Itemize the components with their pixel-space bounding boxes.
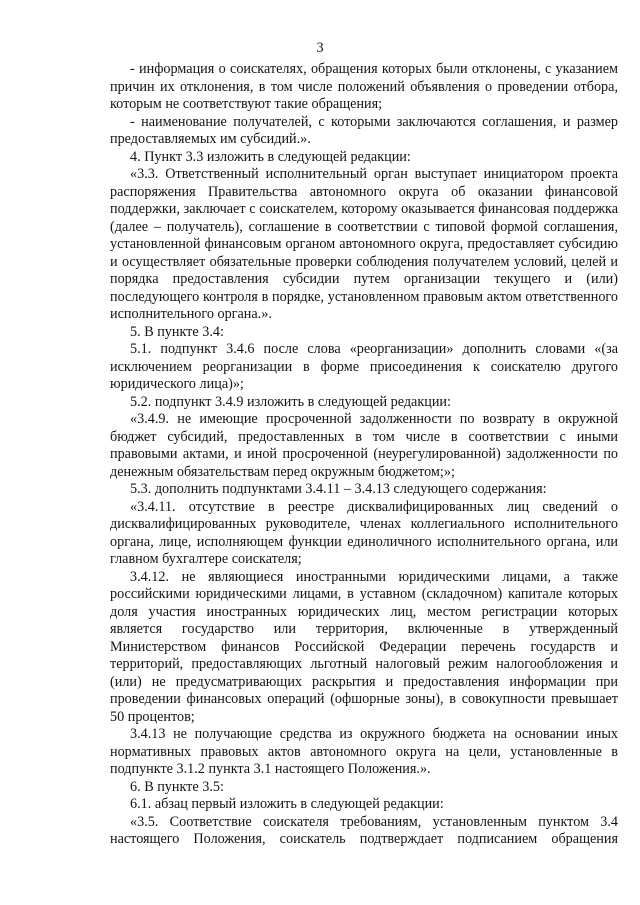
- paragraph: 6. В пункте 3.5:: [130, 778, 224, 795]
- page-number: 3: [316, 40, 324, 56]
- paragraph: «3.4.9. не имеющие просроченной задолженности по возврату в окружной бюджет субсидий, предоставленных в том числе в соответствии с иными правовыми актами, и иной просроченной (неурегулированной) задолженности по денежным обязательствам перед окружным бюджетом;»;: [110, 411, 618, 480]
- paragraph: - информация о соискателях, обращения которых были отклонены, с указанием причин их отклонения, в том числе положений объявления о проведении отбора, которым не соответствуют такие обращения;: [110, 61, 618, 112]
- paragraph: 4. Пункт 3.3 изложить в следующей редакции:: [130, 148, 411, 165]
- paragraph: «3.3. Ответственный исполнительный орган выступает инициатором проекта распоряжения Правительства автономного округа об оказании финансовой поддержки, заключает с соискателем, которому оказывается финансовая поддержка (далее – получатель), соглашение в соответствии с типовой формой соглашения, установленной финансовым органом автономного округа, предоставляет субсидию и осуществляет обязательные проверки соблюдения получателем условий, целей и порядка предоставления субсидии путем организации текущего и (или) последующего контроля в порядке, установленном правовым актом ответственного исполнительного органа.».: [110, 166, 618, 322]
- paragraph: 5.3. дополнить подпунктами 3.4.11 – 3.4.13 следующего содержания:: [130, 481, 547, 497]
- paragraph: 5.1. подпункт 3.4.6 после слова «реорганизации» дополнить словами «(за исключением реорганизации в форме присоединения к соискателю другого юридического лица)»;: [110, 341, 618, 392]
- paragraph: 5. В пункте 3.4:: [130, 323, 224, 340]
- paragraph: 6.1. абзац первый изложить в следующей редакции:: [130, 796, 444, 812]
- paragraph: 3.4.12. не являющиеся иностранными юридическими лицами, а также российскими юридическими лицами, в уставном (складочном) капитале которых доля участия иностранных юридических лиц, местом регистрации которых является государство или территория, включенные в утвержденный Министерством финансов Российской Федерации перечень государств и территорий, предоставляющих льготный налоговый режим налогообложения и (или) не предусматривающих раскрытия и предоставления информации при проведении финансовых операций (офшорные зоны), в совокупности превышает 50 процентов;: [110, 568, 618, 725]
- paragraph: 5.2. подпункт 3.4.9 изложить в следующей редакции:: [130, 393, 451, 410]
- paragraph: «3.4.11. отсутствие в реестре дисквалифицированных лиц сведений о дисквалифицированных руководителе, членах коллегиального исполнительного органа, лице, исполняющем функции единоличного исполнительного органа, или главном бухгалтере соискателя;: [110, 498, 618, 567]
- paragraph: - наименование получателей, с которыми заключаются соглашения, и размер предоставляемых им субсидий.».: [110, 113, 618, 147]
- paragraph: «3.5. Соответствие соискателя требованиям, установленным пунктом 3.4 настоящего Положения, соискатель подтверждает подписанием обращения: [110, 813, 618, 847]
- document-body: [110, 61, 618, 849]
- paragraph: 3.4.13 не получающие средства из окружного бюджета на основании иных нормативных правовых актов автономного округа на цели, установленные в подпункте 3.1.2 пункта 3.1 настоящего Положения.».: [110, 726, 618, 777]
